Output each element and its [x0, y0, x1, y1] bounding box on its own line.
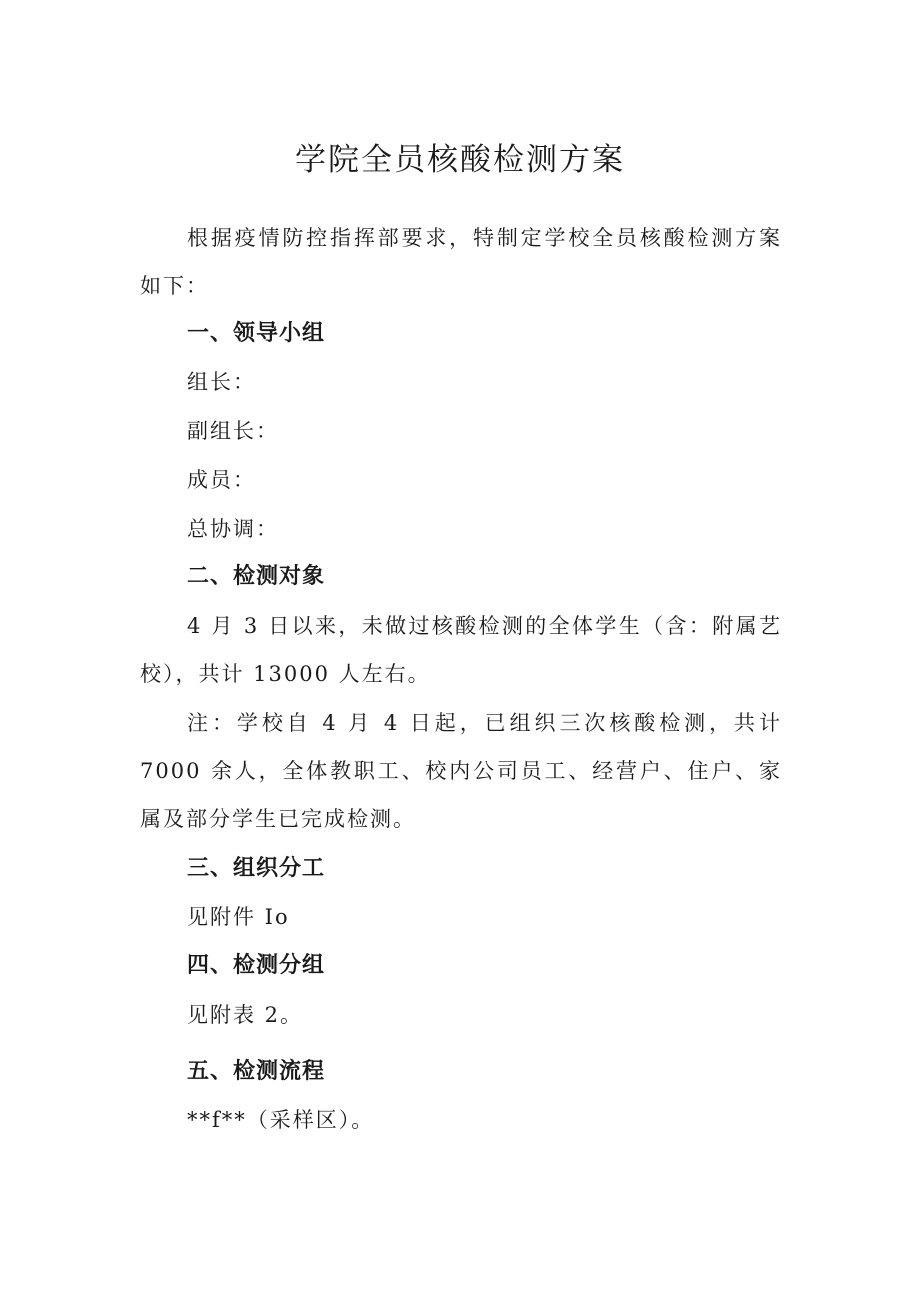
- deputy-leader-line: 副组长：: [187, 419, 279, 443]
- target-paragraph: 4 月 3 日以来，未做过核酸检测的全体学生（含：附属艺校），共计 13000 人左右。: [140, 614, 782, 686]
- section-5-text: **f**（采样区）。: [187, 1108, 375, 1132]
- note-paragraph: 注：学校自 4 月 4 日起，已组织三次核酸检测，共计 7000 余人，全体教职工、校内公司员工、经营户、住户、家属及部分学生已完成检测。: [140, 711, 782, 831]
- section-4-heading: 四、检测分组: [187, 953, 326, 978]
- intro-paragraph: 根据疫情防控指挥部要求，特制定学校全员核酸检测方案如下：: [140, 226, 782, 298]
- section-2-heading: 二、检测对象: [187, 564, 326, 589]
- coordinator-line: 总协调：: [187, 517, 279, 541]
- section-3-heading: 三、组织分工: [187, 856, 326, 881]
- members-line: 成员：: [187, 468, 256, 492]
- leader-line: 组长：: [187, 370, 256, 394]
- section-3-text: 见附件 Io: [187, 905, 290, 929]
- document-title: 学院全员核酸检测方案: [295, 142, 625, 178]
- section-4-text: 见附表 2。: [187, 1003, 304, 1027]
- section-1-heading: 一、领导小组: [187, 321, 326, 346]
- section-5-heading: 五、检测流程: [187, 1059, 326, 1084]
